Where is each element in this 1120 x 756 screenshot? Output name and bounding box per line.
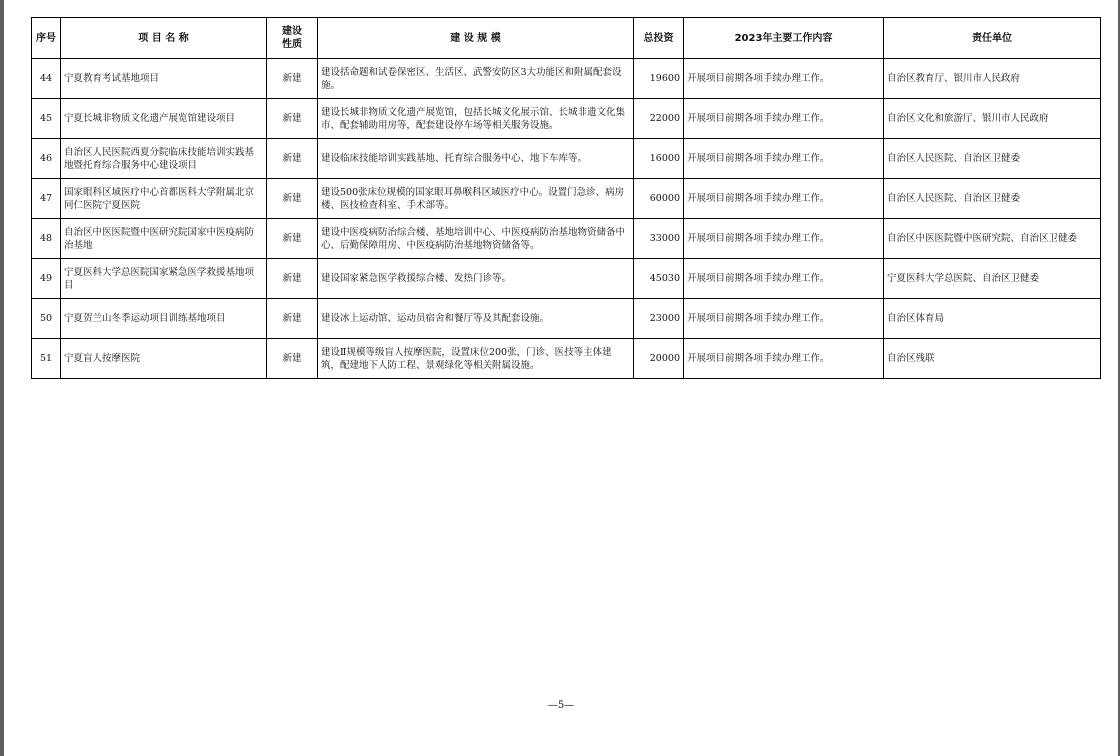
cell-work: 开展项目前期各项手续办理工作。 [684, 259, 884, 299]
table-row [32, 219, 1101, 259]
cell-seq: 48 [32, 219, 61, 259]
cell-scale: 建设Ⅱ规模等级盲人按摩医院，设置床位200张，门诊、医技等主体建筑，配建地下人防工程、景观绿化等相关附属设施。 [318, 339, 634, 379]
cell-name: 宁夏贺兰山冬季运动项目训练基地项目 [61, 299, 267, 339]
table-row [32, 139, 1101, 179]
cell-invest: 22000 [634, 99, 684, 139]
cell-nature: 新建 [267, 139, 318, 179]
cell-unit: 自治区中医医院暨中医研究院、自治区卫健委 [884, 219, 1101, 259]
header-invest: 总投资 [634, 18, 684, 59]
cell-work: 开展项目前期各项手续办理工作。 [684, 219, 884, 259]
cell-seq: 49 [32, 259, 61, 299]
cell-seq: 44 [32, 59, 61, 99]
cell-name: 宁夏盲人按摩医院 [61, 339, 267, 379]
table-row [32, 179, 1101, 219]
cell-name: 自治区人民医院西夏分院临床技能培训实践基地暨托育综合服务中心建设项目 [61, 139, 267, 179]
cell-nature: 新建 [267, 339, 318, 379]
cell-nature: 新建 [267, 219, 318, 259]
table-row [32, 339, 1101, 379]
table-row [32, 99, 1101, 139]
cell-name: 国家眼科区域医疗中心首都医科大学附属北京同仁医院宁夏医院 [61, 179, 267, 219]
cell-seq: 50 [32, 299, 61, 339]
cell-name: 自治区中医医院暨中医研究院国家中医疫病防治基地 [61, 219, 267, 259]
cell-invest: 33000 [634, 219, 684, 259]
cell-scale: 建设中医疫病防治综合楼、基地培训中心、中医疫病防治基地物资储备中心、后勤保障用房、中医疫病防治基地物资储备等。 [318, 219, 634, 259]
cell-work: 开展项目前期各项手续办理工作。 [684, 339, 884, 379]
cell-unit: 自治区文化和旅游厅、银川市人民政府 [884, 99, 1101, 139]
cell-scale: 建设临床技能培训实践基地、托育综合服务中心、地下车库等。 [318, 139, 634, 179]
cell-invest: 16000 [634, 139, 684, 179]
table-row [32, 259, 1101, 299]
cell-name: 宁夏医科大学总医院国家紧急医学救援基地项目 [61, 259, 267, 299]
cell-work: 开展项目前期各项手续办理工作。 [684, 99, 884, 139]
cell-nature: 新建 [267, 259, 318, 299]
document-page [4, 0, 1118, 756]
cell-work: 开展项目前期各项手续办理工作。 [684, 59, 884, 99]
header-unit: 责任单位 [884, 18, 1101, 59]
cell-seq: 51 [32, 339, 61, 379]
cell-invest: 23000 [634, 299, 684, 339]
cell-nature: 新建 [267, 299, 318, 339]
cell-unit: 宁夏医科大学总医院、自治区卫健委 [884, 259, 1101, 299]
cell-name: 宁夏长城非物质文化遗产展览馆建设项目 [61, 99, 267, 139]
cell-name: 宁夏教育考试基地项目 [61, 59, 267, 99]
cell-seq: 46 [32, 139, 61, 179]
cell-nature: 新建 [267, 59, 318, 99]
cell-seq: 47 [32, 179, 61, 219]
cell-scale: 建设500张床位规模的国家眼耳鼻喉科区域医疗中心。设置门急诊、病房楼、医技检查科室、手术部等。 [318, 179, 634, 219]
cell-scale: 建设括命题和试卷保密区、生活区、武警安防区3大功能区和附属配套设施。 [318, 59, 634, 99]
cell-scale: 建设国家紧急医学救援综合楼、发热门诊等。 [318, 259, 634, 299]
cell-invest: 45030 [634, 259, 684, 299]
cell-invest: 20000 [634, 339, 684, 379]
table-header-row [32, 18, 1101, 59]
cell-invest: 60000 [634, 179, 684, 219]
header-name: 项 目 名 称 [61, 18, 267, 59]
cell-work: 开展项目前期各项手续办理工作。 [684, 299, 884, 339]
header-nature: 建设 性质 [267, 18, 318, 59]
cell-nature: 新建 [267, 179, 318, 219]
project-table [31, 17, 1101, 379]
page-number: —5— [547, 700, 575, 711]
cell-unit: 自治区体育局 [884, 299, 1101, 339]
table-row [32, 59, 1101, 99]
cell-unit: 自治区教育厅、银川市人民政府 [884, 59, 1101, 99]
cell-work: 开展项目前期各项手续办理工作。 [684, 139, 884, 179]
cell-scale: 建设冰上运动馆、运动员宿舍和餐厅等及其配套设施。 [318, 299, 634, 339]
cell-seq: 45 [32, 99, 61, 139]
cell-unit: 自治区残联 [884, 339, 1101, 379]
cell-work: 开展项目前期各项手续办理工作。 [684, 179, 884, 219]
table-row [32, 299, 1101, 339]
header-seq: 序号 [32, 18, 61, 59]
cell-nature: 新建 [267, 99, 318, 139]
cell-unit: 自治区人民医院、自治区卫健委 [884, 139, 1101, 179]
cell-invest: 19600 [634, 59, 684, 99]
cell-unit: 自治区人民医院、自治区卫健委 [884, 179, 1101, 219]
header-work: 2023年主要工作内容 [684, 18, 884, 59]
cell-scale: 建设长城非物质文化遗产展览馆，包括长城文化展示馆、长城非遗文化集市、配套辅助用房等，配套建设停车场等相关服务设施。 [318, 99, 634, 139]
header-scale: 建 设 规 模 [318, 18, 634, 59]
